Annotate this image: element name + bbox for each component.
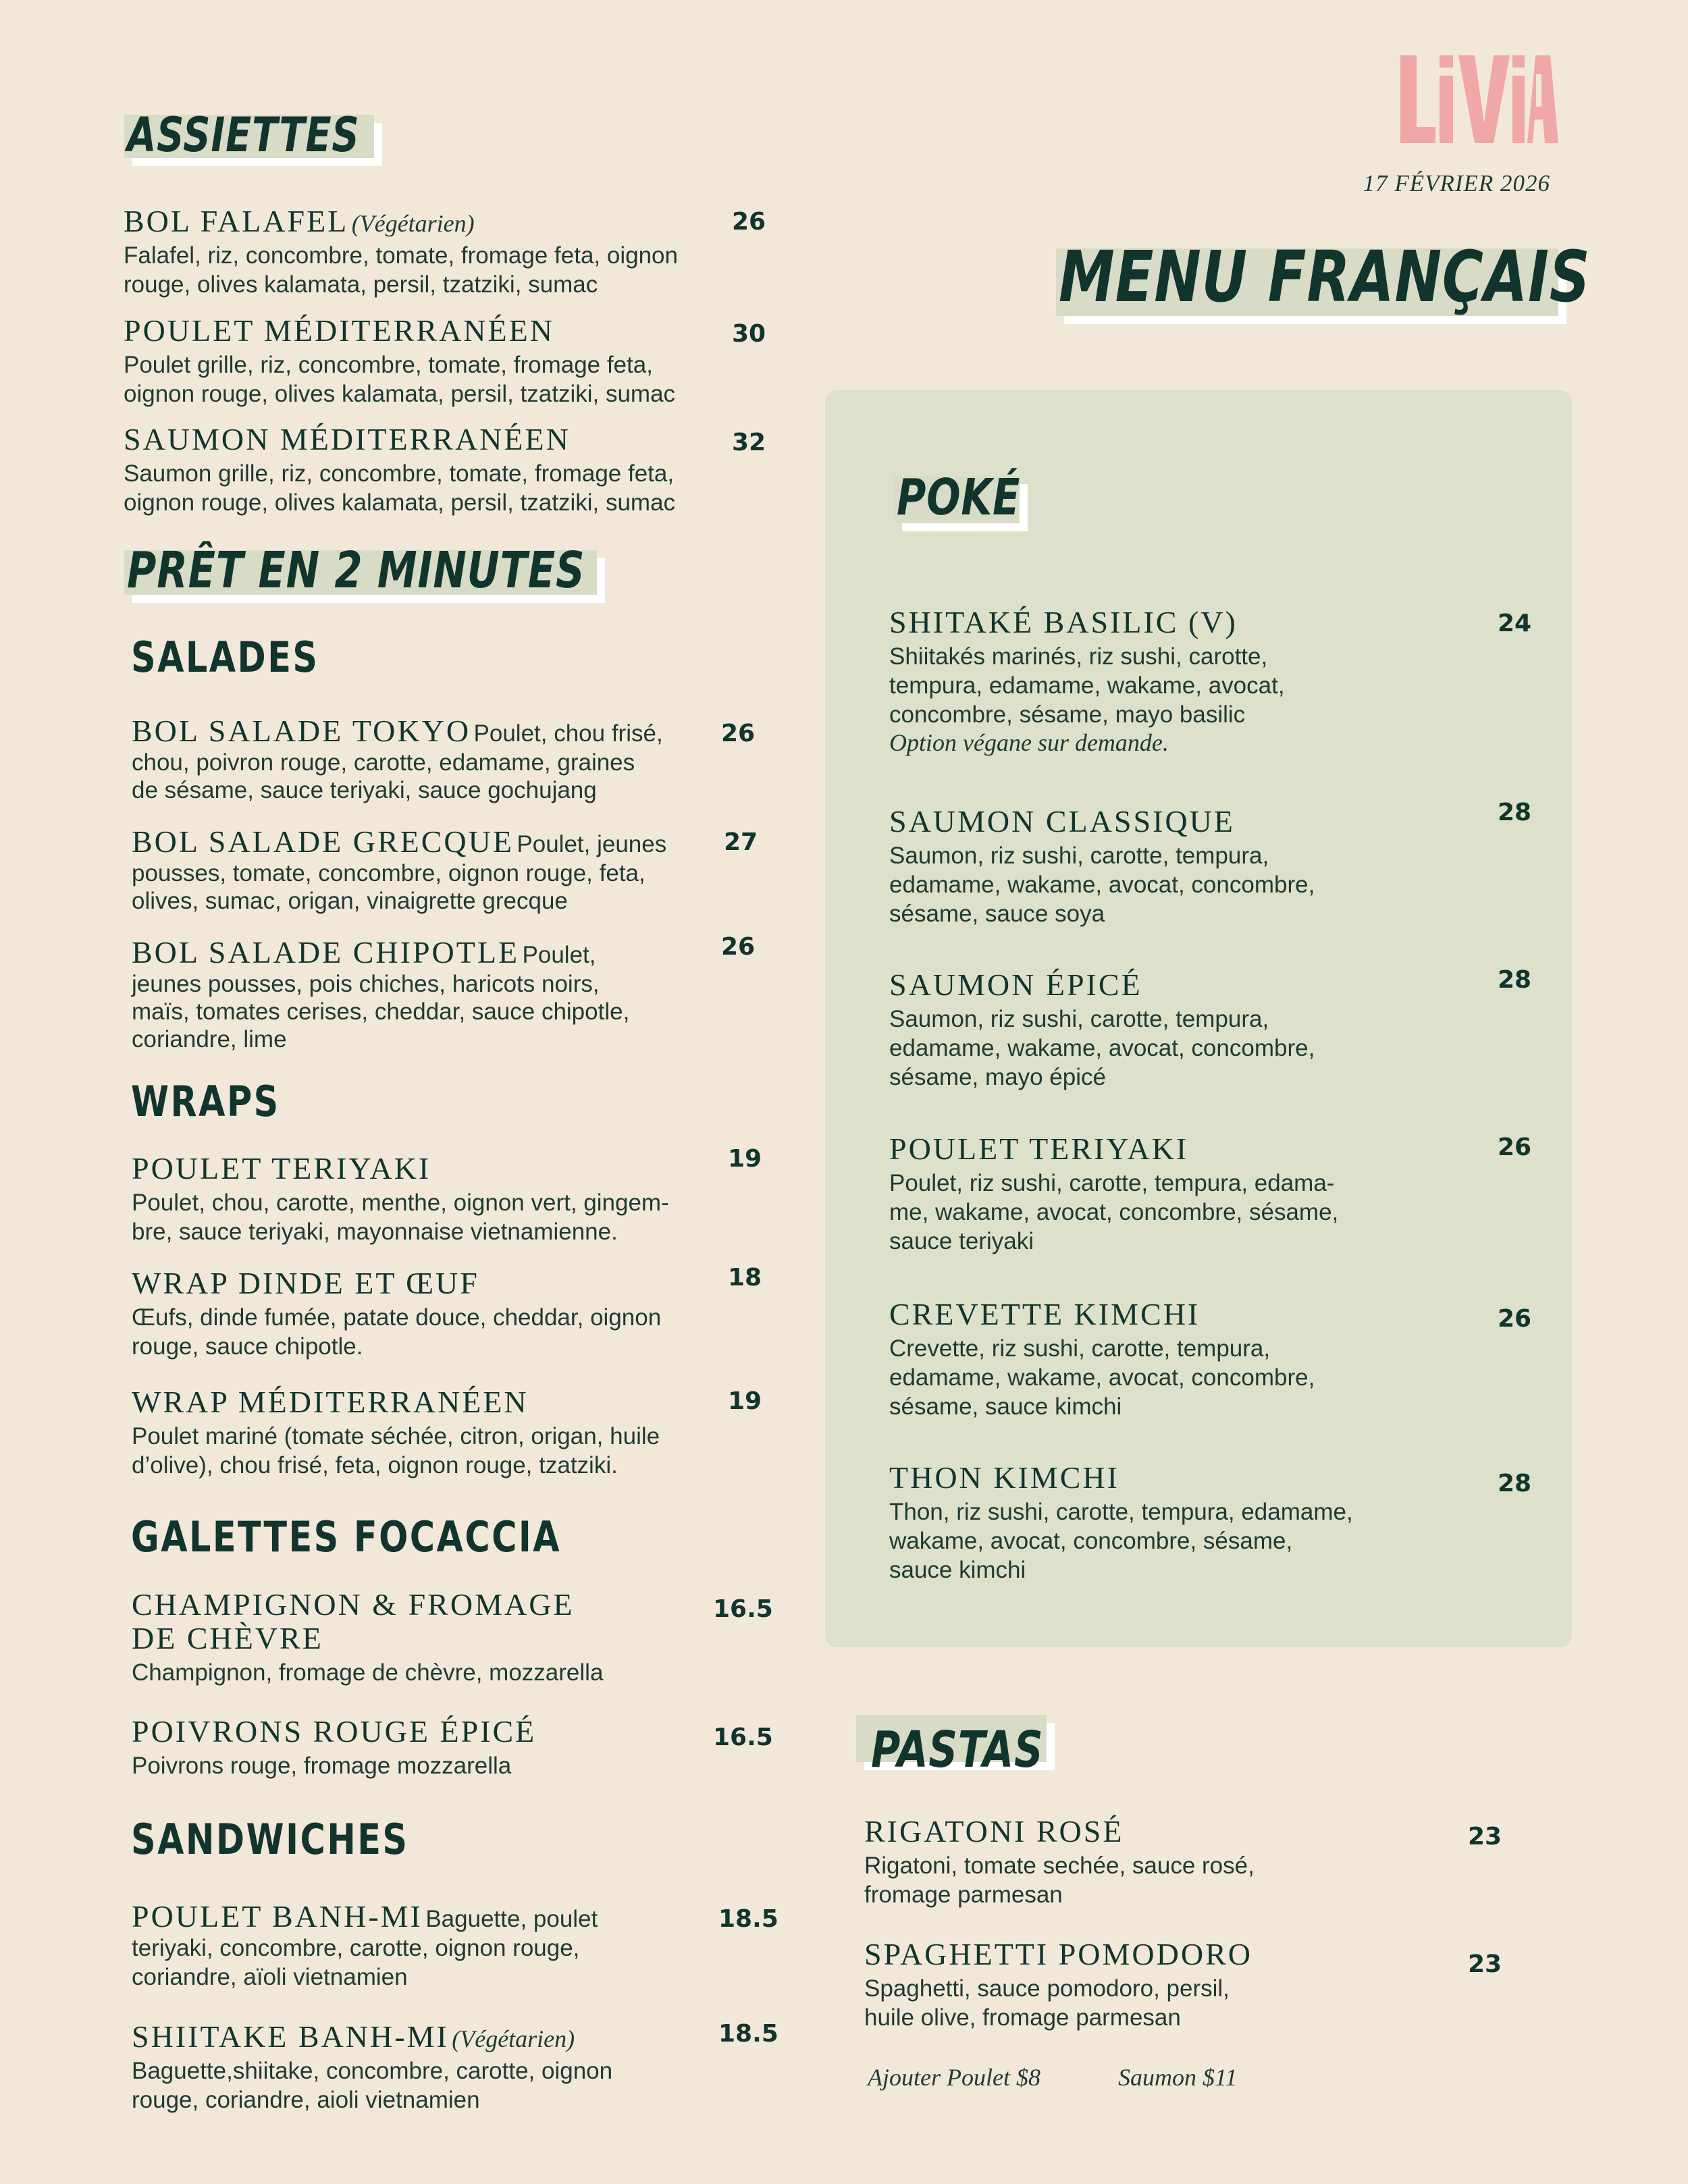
item-price: 16.5 <box>713 1724 773 1751</box>
item-description: Baguette, poulet <box>425 1906 598 1932</box>
item-name: BOL FALAFEL <box>124 204 349 238</box>
item-note: (Végétarien) <box>452 2025 575 2052</box>
item-price: 26 <box>732 208 766 236</box>
subheading-salades: SALADES <box>131 633 319 682</box>
item-price: 23 <box>1468 1950 1502 1978</box>
item-name: POIVRONS ROUGE ÉPICÉ <box>132 1714 537 1749</box>
item-price: 28 <box>1498 799 1532 826</box>
item-description: Saumon, riz sushi, carotte, tempura, <box>889 843 1269 869</box>
item-description: sauce teriyaki <box>889 1228 1034 1254</box>
menu-item <box>864 1938 1391 2032</box>
menu-item <box>864 1815 1391 1909</box>
item-name: CHAMPIGNON & FROMAGE <box>132 1587 575 1622</box>
item-name: WRAP MÉDITERRANÉEN <box>132 1385 529 1419</box>
item-description: Thon, riz sushi, carotte, tempura, edamame, <box>889 1499 1353 1525</box>
item-name: DE CHÈVRE <box>132 1621 323 1655</box>
item-description: Baguette,shiitake, concombre, carotte, oignon <box>132 2058 613 2084</box>
menu-item <box>889 1461 1416 1584</box>
item-description: Poulet, chou frisé, <box>473 720 663 747</box>
item-name: POULET BANH-MI <box>132 1899 423 1934</box>
item-description: Poulet mariné (tomate séchée, citron, origan, huile <box>132 1423 660 1449</box>
item-name: CREVETTE KIMCHI <box>889 1297 1201 1331</box>
item-name: THON KIMCHI <box>889 1460 1119 1495</box>
item-description: Poulet, riz sushi, carotte, tempura, edama- <box>889 1170 1335 1196</box>
item-price: 16.5 <box>713 1595 773 1623</box>
section-heading-pret: PRÊT EN 2 MINUTES <box>127 537 700 604</box>
item-description: Saumon grille, riz, concombre, tomate, fromage feta, <box>124 460 675 487</box>
item-name: BOL SALADE CHIPOTLE <box>132 935 520 969</box>
item-price: 18 <box>728 1264 762 1291</box>
menu-item <box>124 314 731 408</box>
menu-item <box>132 1588 726 1687</box>
item-name: BOL SALADE TOKYO <box>132 714 471 748</box>
brand-logo <box>1400 55 1558 147</box>
item-description: coriandre, lime <box>132 1026 287 1053</box>
menu-item <box>132 714 726 805</box>
subheading-sandwiches: SANDWICHES <box>131 1815 409 1864</box>
menu-item <box>124 205 731 299</box>
addon-chicken: Ajouter Poulet $8 <box>868 2064 1040 2091</box>
item-description: me, wakame, avocat, concombre, sésame, <box>889 1199 1339 1225</box>
item-description: Poulet grille, riz, concombre, tomate, fromage feta, <box>124 352 653 378</box>
item-description: chou, poivron rouge, carotte, edamame, graines <box>132 749 635 776</box>
menu-item <box>889 805 1416 928</box>
item-price: 28 <box>1498 1470 1532 1497</box>
item-price: 23 <box>1468 1823 1502 1850</box>
item-description: Saumon, riz sushi, carotte, tempura, <box>889 1006 1269 1032</box>
item-description: Œufs, dinde fumée, patate douce, cheddar, oignon <box>132 1304 662 1331</box>
item-description: Poulet, jeunes <box>517 831 667 857</box>
menu-item <box>132 1152 726 1246</box>
item-description: sésame, sauce soya <box>889 901 1105 927</box>
item-price: 28 <box>1498 966 1532 994</box>
item-description: Crevette, riz sushi, carotte, tempura, <box>889 1335 1271 1362</box>
menu-item <box>132 1385 726 1480</box>
menu-item <box>889 606 1416 756</box>
item-description: sésame, mayo épicé <box>889 1064 1106 1090</box>
menu-item <box>124 423 731 517</box>
menu-item <box>889 1132 1416 1256</box>
item-price: 18.5 <box>718 2020 779 2048</box>
item-description: Champignon, fromage de chèvre, mozzarella <box>132 1659 604 1686</box>
item-description: Poulet, chou, carotte, menthe, oignon vert, gingem- <box>132 1190 669 1216</box>
item-price: 27 <box>724 828 758 856</box>
item-description: edamame, wakame, avocat, concombre, <box>889 1364 1315 1391</box>
item-description: jeunes pousses, pois chiches, haricots noirs, <box>132 971 600 997</box>
item-description: edamame, wakame, avocat, concombre, <box>889 1035 1315 1061</box>
item-name: SHITAKÉ BASILIC (V) <box>889 605 1238 639</box>
item-price: 19 <box>728 1145 762 1173</box>
item-description: rouge, sauce chipotle. <box>132 1333 363 1360</box>
section-heading-pastas: PASTAS <box>871 1715 1086 1785</box>
item-description: de sésame, sauce teriyaki, sauce gochujang <box>132 777 597 803</box>
item-name: WRAP DINDE ET ŒUF <box>132 1266 479 1300</box>
item-description: olives, sumac, origan, vinaigrette grecque <box>132 888 568 914</box>
item-description: maïs, tomates cerises, cheddar, sauce chipotle, <box>132 998 630 1025</box>
subheading-galettes: GALETTES FOCACCIA <box>131 1512 562 1562</box>
livia-logo-icon <box>1400 55 1558 143</box>
addon-salmon: Saumon $11 <box>1118 2064 1238 2091</box>
menu-item <box>132 825 726 915</box>
item-description: rouge, coriandre, aioli vietnamien <box>132 2087 480 2113</box>
item-price: 30 <box>732 320 766 348</box>
item-description: wakame, avocat, concombre, sésame, <box>889 1528 1293 1554</box>
item-description: Spaghetti, sauce pomodoro, persil, <box>864 1975 1230 2002</box>
item-price: 26 <box>721 933 756 961</box>
item-price: 26 <box>1498 1305 1532 1333</box>
item-price: 18.5 <box>718 1905 779 1933</box>
item-name: SAUMON CLASSIQUE <box>889 804 1235 838</box>
item-description: oignon rouge, olives kalamata, persil, tzatziki, sumac <box>124 381 676 407</box>
menu-date: 17 FÉVRIER 2026 <box>1363 170 1550 196</box>
item-description: teriyaki, concombre, carotte, oignon rouge, <box>132 1935 580 1961</box>
section-heading-poke: POKÉ <box>897 462 1051 533</box>
menu-item <box>132 936 726 1054</box>
item-note: Option végane sur demande. <box>889 729 1169 756</box>
menu-item <box>889 1298 1416 1421</box>
item-name: SHIITAKE BANH-MI <box>132 2019 449 2054</box>
item-description: sésame, sauce kimchi <box>889 1393 1122 1420</box>
item-description: coriandre, aïoli vietnamien <box>132 1964 408 1990</box>
item-name: POULET MÉDITERRANÉEN <box>124 313 554 348</box>
item-description: fromage parmesan <box>864 1882 1063 1908</box>
item-description: concombre, sésame, mayo basilic <box>889 701 1246 728</box>
item-name: SPAGHETTI POMODORO <box>864 1937 1252 1971</box>
item-price: 19 <box>728 1387 762 1415</box>
item-price: 26 <box>1498 1134 1532 1161</box>
menu-item <box>889 968 1416 1092</box>
item-description: pousses, tomate, concombre, oignon rouge, feta, <box>132 860 645 886</box>
item-name: POULET TERIYAKI <box>132 1151 431 1186</box>
item-description: bre, sauce teriyaki, mayonnaise vietnamienne. <box>132 1219 618 1245</box>
menu-title: MENU FRANÇAIS <box>1059 236 1688 317</box>
item-description: sauce kimchi <box>889 1557 1026 1583</box>
item-description: huile olive, fromage parmesan <box>864 2004 1181 2031</box>
item-price: 24 <box>1498 610 1532 637</box>
item-price: 32 <box>732 429 766 456</box>
item-name: SAUMON ÉPICÉ <box>889 967 1142 1002</box>
item-name: SAUMON MÉDITERRANÉEN <box>124 422 571 456</box>
menu-item <box>132 1267 726 1361</box>
item-name: RIGATONI ROSÉ <box>864 1814 1124 1848</box>
item-description: edamame, wakame, avocat, concombre, <box>889 872 1315 898</box>
item-description: tempura, edamame, wakame, avocat, <box>889 672 1285 699</box>
item-description: Poivrons rouge, fromage mozzarella <box>132 1753 512 1779</box>
item-price: 26 <box>721 720 756 747</box>
item-description: rouge, olives kalamata, persil, tzatziki, sumac <box>124 271 598 298</box>
item-description: oignon rouge, olives kalamata, persil, tzatziki, sumac <box>124 489 676 516</box>
item-description: Rigatoni, tomate sechée, sauce rosé, <box>864 1853 1255 1879</box>
item-description: Falafel, riz, concombre, tomate, fromage feta, oignon <box>124 242 678 269</box>
menu-item <box>132 1715 726 1780</box>
item-description: Poulet, <box>522 942 596 968</box>
subheading-wraps: WRAPS <box>131 1077 280 1126</box>
item-name: POULET TERIYAKI <box>889 1131 1189 1166</box>
item-description: d’olive), chou frisé, feta, oignon rouge, tzatziki. <box>132 1452 618 1479</box>
item-note: (Végétarien) <box>351 210 475 237</box>
menu-item <box>132 1900 726 1992</box>
item-description: Shiitakés marinés, riz sushi, carotte, <box>889 643 1268 670</box>
section-heading-assiettes: ASSIETTES <box>127 101 418 169</box>
menu-item <box>132 2020 726 2114</box>
item-name: BOL SALADE GRECQUE <box>132 824 514 859</box>
